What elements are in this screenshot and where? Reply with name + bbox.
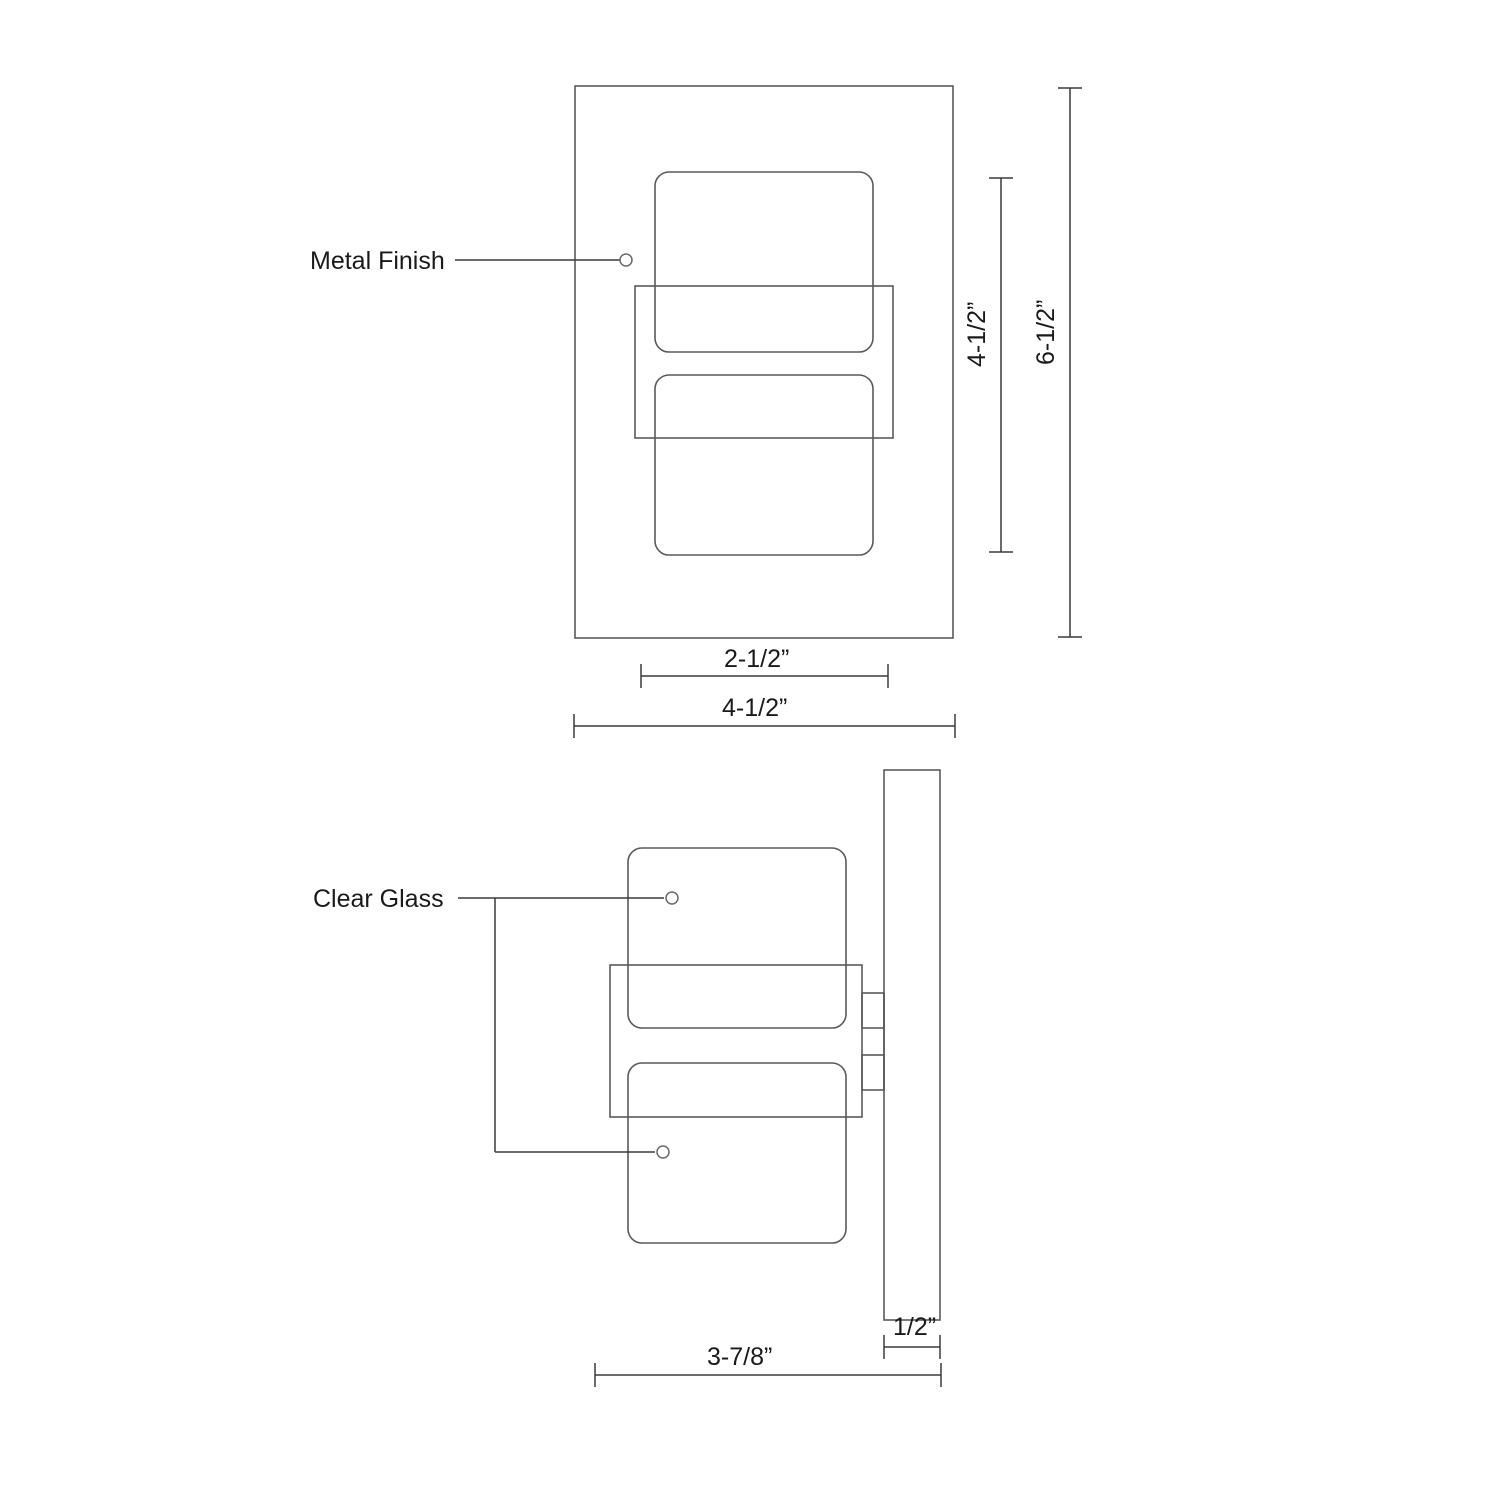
front-elevation-group	[575, 86, 953, 638]
dim-label-glass-height: 4-1/2”	[963, 301, 991, 367]
front-center-band	[635, 286, 893, 438]
dim-label-backplate-depth: 1/2”	[893, 1313, 937, 1341]
side-center-band	[610, 965, 862, 1117]
dim-label-backplate-width: 4-1/2”	[722, 694, 788, 722]
dim-label-overall-height: 6-1/2”	[1032, 299, 1060, 365]
annotation-clear-glass: Clear Glass	[313, 885, 444, 913]
annotation-metal-finish: Metal Finish	[310, 247, 445, 275]
dim-glass-height	[989, 178, 1013, 552]
metal-finish-leader	[455, 254, 632, 266]
dim-overall-height	[1058, 88, 1082, 637]
side-arm-upper	[862, 993, 884, 1028]
side-backplate	[884, 770, 940, 1320]
dim-label-projection: 3-7/8”	[707, 1343, 773, 1371]
side-elevation-group	[610, 770, 940, 1320]
dim-label-glass-width: 2-1/2”	[724, 645, 790, 673]
side-arm-lower	[862, 1055, 884, 1090]
side-upper-glass	[628, 848, 846, 1028]
front-lower-glass	[655, 375, 873, 555]
front-upper-glass	[655, 172, 873, 352]
clear-glass-leader	[458, 892, 678, 1158]
